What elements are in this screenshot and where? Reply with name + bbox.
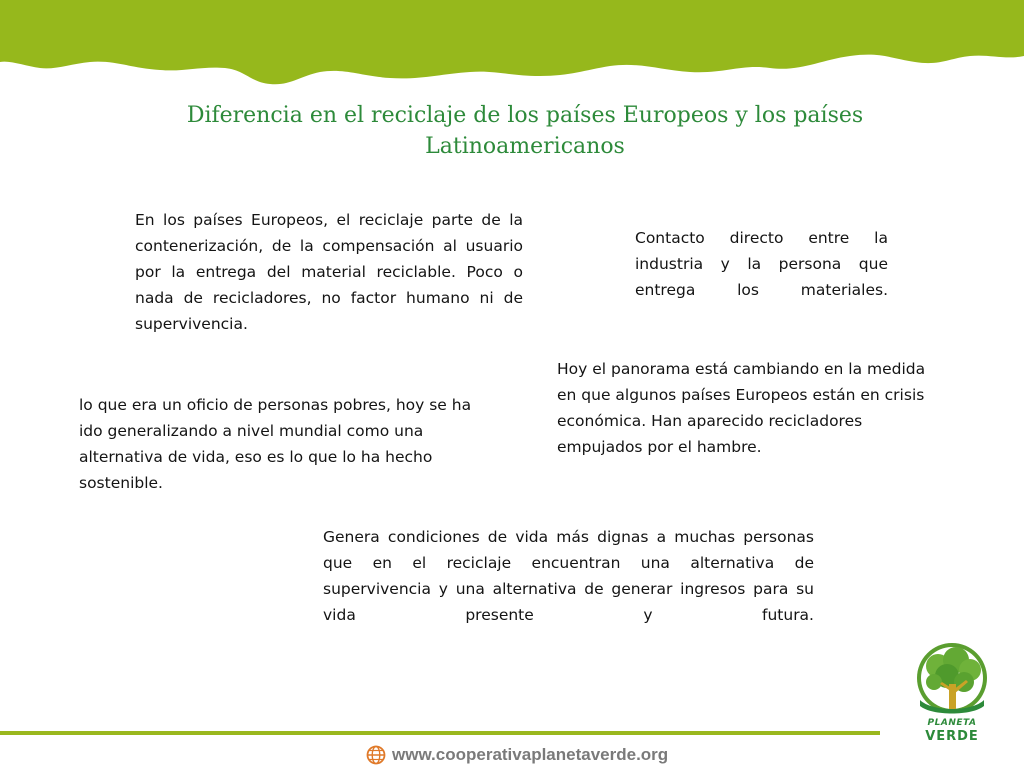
trade-generalization-paragraph: lo que era un oficio de personas pobres, hoy se ha ido generalizando a nivel mundial como una alternativa de vida, eso es lo que lo ha hecho sostenible.	[79, 396, 472, 492]
website-footer	[366, 743, 696, 767]
europe-recycling-paragraph: En los países Europeos, el reciclaje parte de la contenerización, de la compensación al usuario por la entrega del material reciclable. Poco o nada de recicladores, no factor humano ni de supervivencia.	[135, 211, 523, 333]
footer-rule	[0, 731, 880, 735]
direct-contact-paragraph: Contacto directo entre la industria y la persona que entrega los materiales.	[635, 229, 888, 299]
top-green-banner	[0, 0, 1024, 90]
living-conditions-paragraph: Genera condiciones de vida más dignas a muchas personas que en el reciclaje encuentran una alternativa de supervivencia y una alternativa de generar ingresos para su vida presente y futura.	[323, 528, 814, 624]
logo-text-verde: VERDE	[925, 729, 979, 744]
tree-icon	[912, 640, 992, 718]
planeta-verde-logo	[912, 640, 992, 746]
slide-title: Diferencia en el reciclaje de los países Europeos y los países Latinoamericanos	[186, 103, 864, 159]
logo-text-planeta: PLANETA	[927, 718, 977, 728]
globe-icon	[366, 745, 386, 765]
panorama-change-paragraph: Hoy el panorama está cambiando en la medida en que algunos países Europeos están en crisis económica. Han aparecido recicladores empujados por el hambre.	[557, 360, 926, 456]
website-url[interactable]: www.cooperativaplanetaverde.org	[392, 745, 669, 764]
